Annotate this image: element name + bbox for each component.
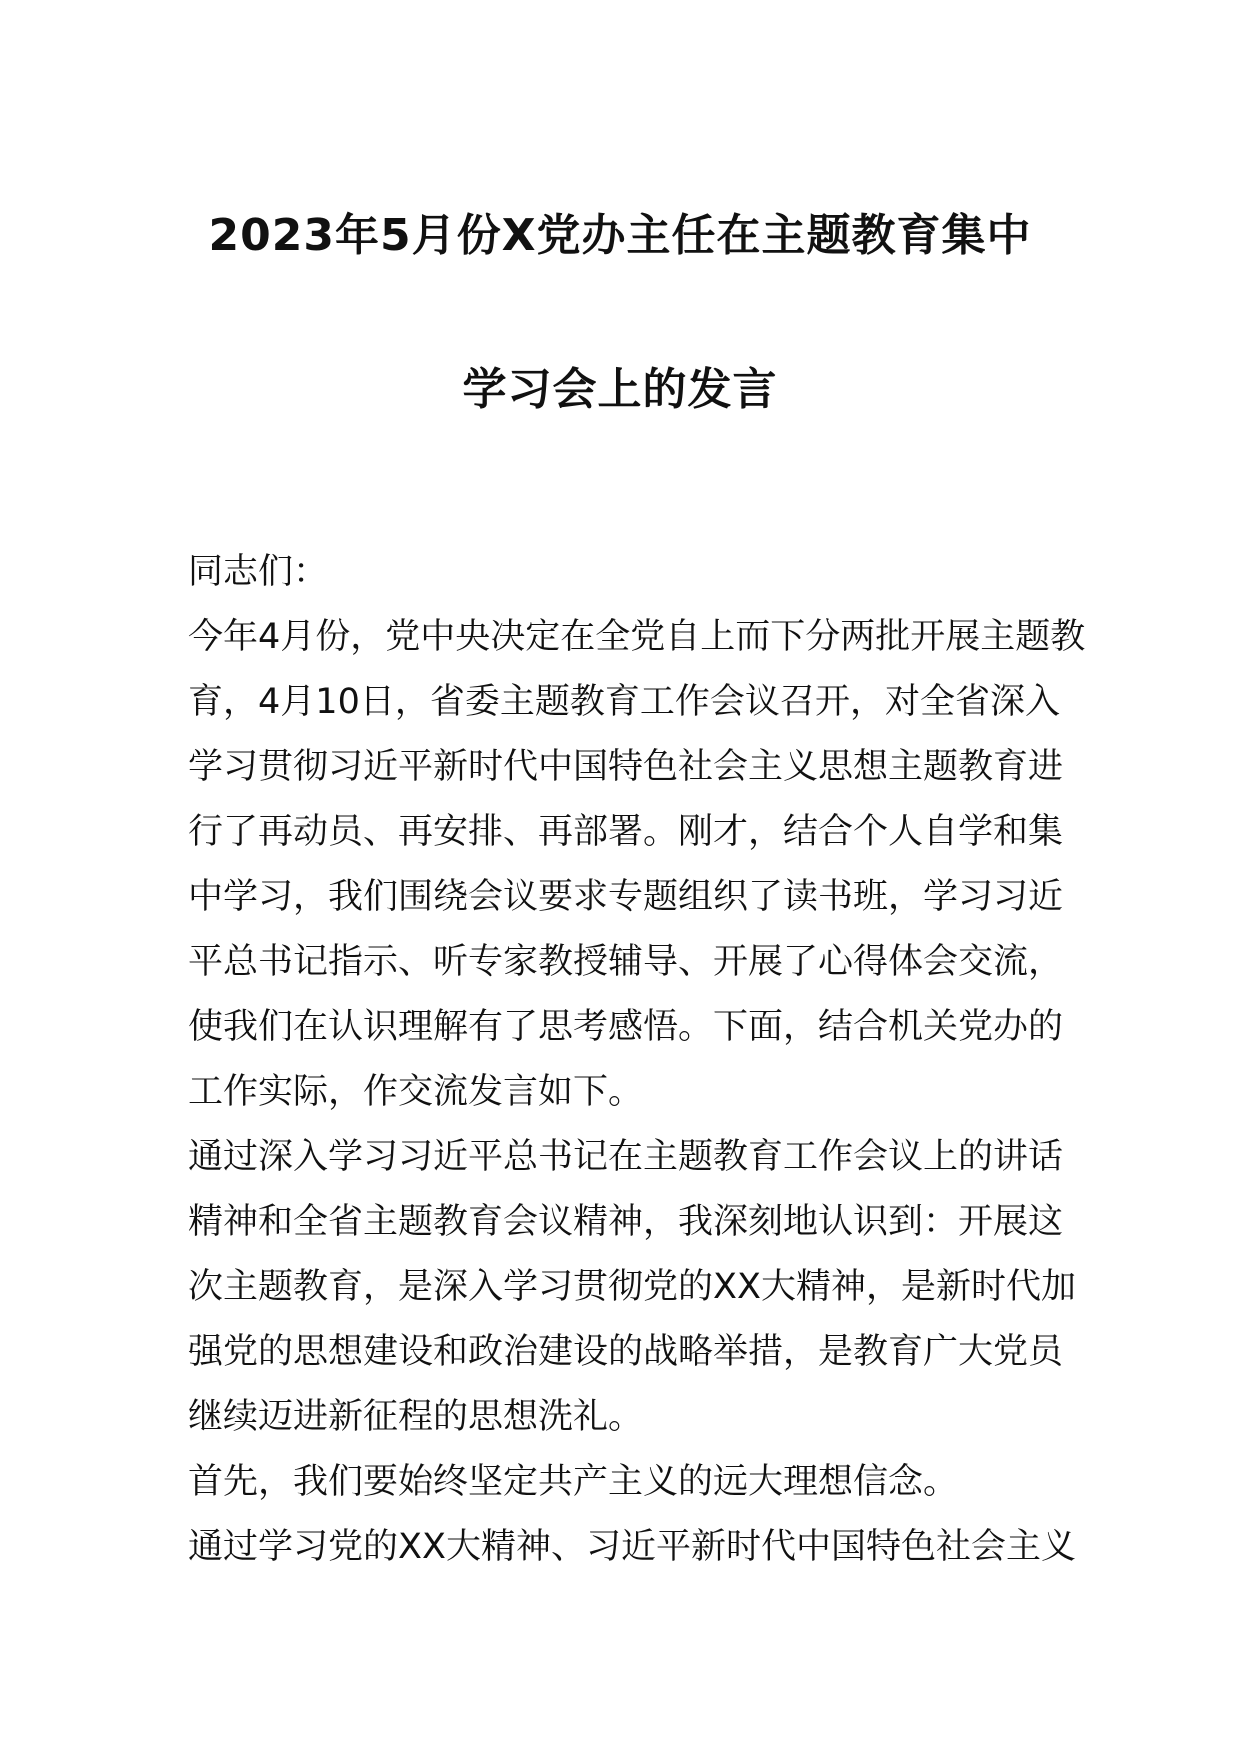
document-title-line-1: 2023年5月份X党办主任在主题教育集中 <box>208 210 1032 261</box>
body-line: 强党的思想建设和政治建设的战略举措，是教育广大党员 <box>188 1332 1064 1372</box>
body-line: 行了再动员、再安排、再部署。刚才，结合个人自学和集 <box>188 812 1064 852</box>
body-line: 精神和全省主题教育会议精神，我深刻地认识到：开展这 <box>188 1202 1064 1242</box>
body-line: 工作实际，作交流发言如下。 <box>188 1072 644 1112</box>
body-line: 继续迈进新征程的思想洗礼。 <box>188 1397 644 1437</box>
body-line: 使我们在认识理解有了思考感悟。下面，结合机关党办的 <box>188 1007 1064 1047</box>
body-line: 中学习，我们围绕会议要求专题组织了读书班，学习习近 <box>188 877 1064 917</box>
document-title-line-2: 学习会上的发言 <box>462 364 778 415</box>
body-line: 通过深入学习习近平总书记在主题教育工作会议上的讲话 <box>188 1137 1064 1177</box>
body-line: 首先，我们要始终坚定共产主义的远大理想信念。 <box>188 1462 959 1502</box>
body-line: 次主题教育，是深入学习贯彻党的XX大精神，是新时代加 <box>188 1267 1076 1307</box>
salutation-line: 同志们： <box>188 552 329 592</box>
body-line: 平总书记指示、听专家教授辅导、开展了心得体会交流， <box>188 942 1064 982</box>
body-line: 学习贯彻习近平新时代中国特色社会主义思想主题教育进 <box>188 747 1064 787</box>
body-line: 通过学习党的XX大精神、习近平新时代中国特色社会主义 <box>188 1527 1076 1567</box>
document-body <box>188 540 1086 1580</box>
body-line: 育，4月10日，省委主题教育工作会议召开，对全省深入 <box>188 682 1060 722</box>
body-line: 今年4月份，党中央决定在全党自上而下分两批开展主题教 <box>188 617 1086 657</box>
